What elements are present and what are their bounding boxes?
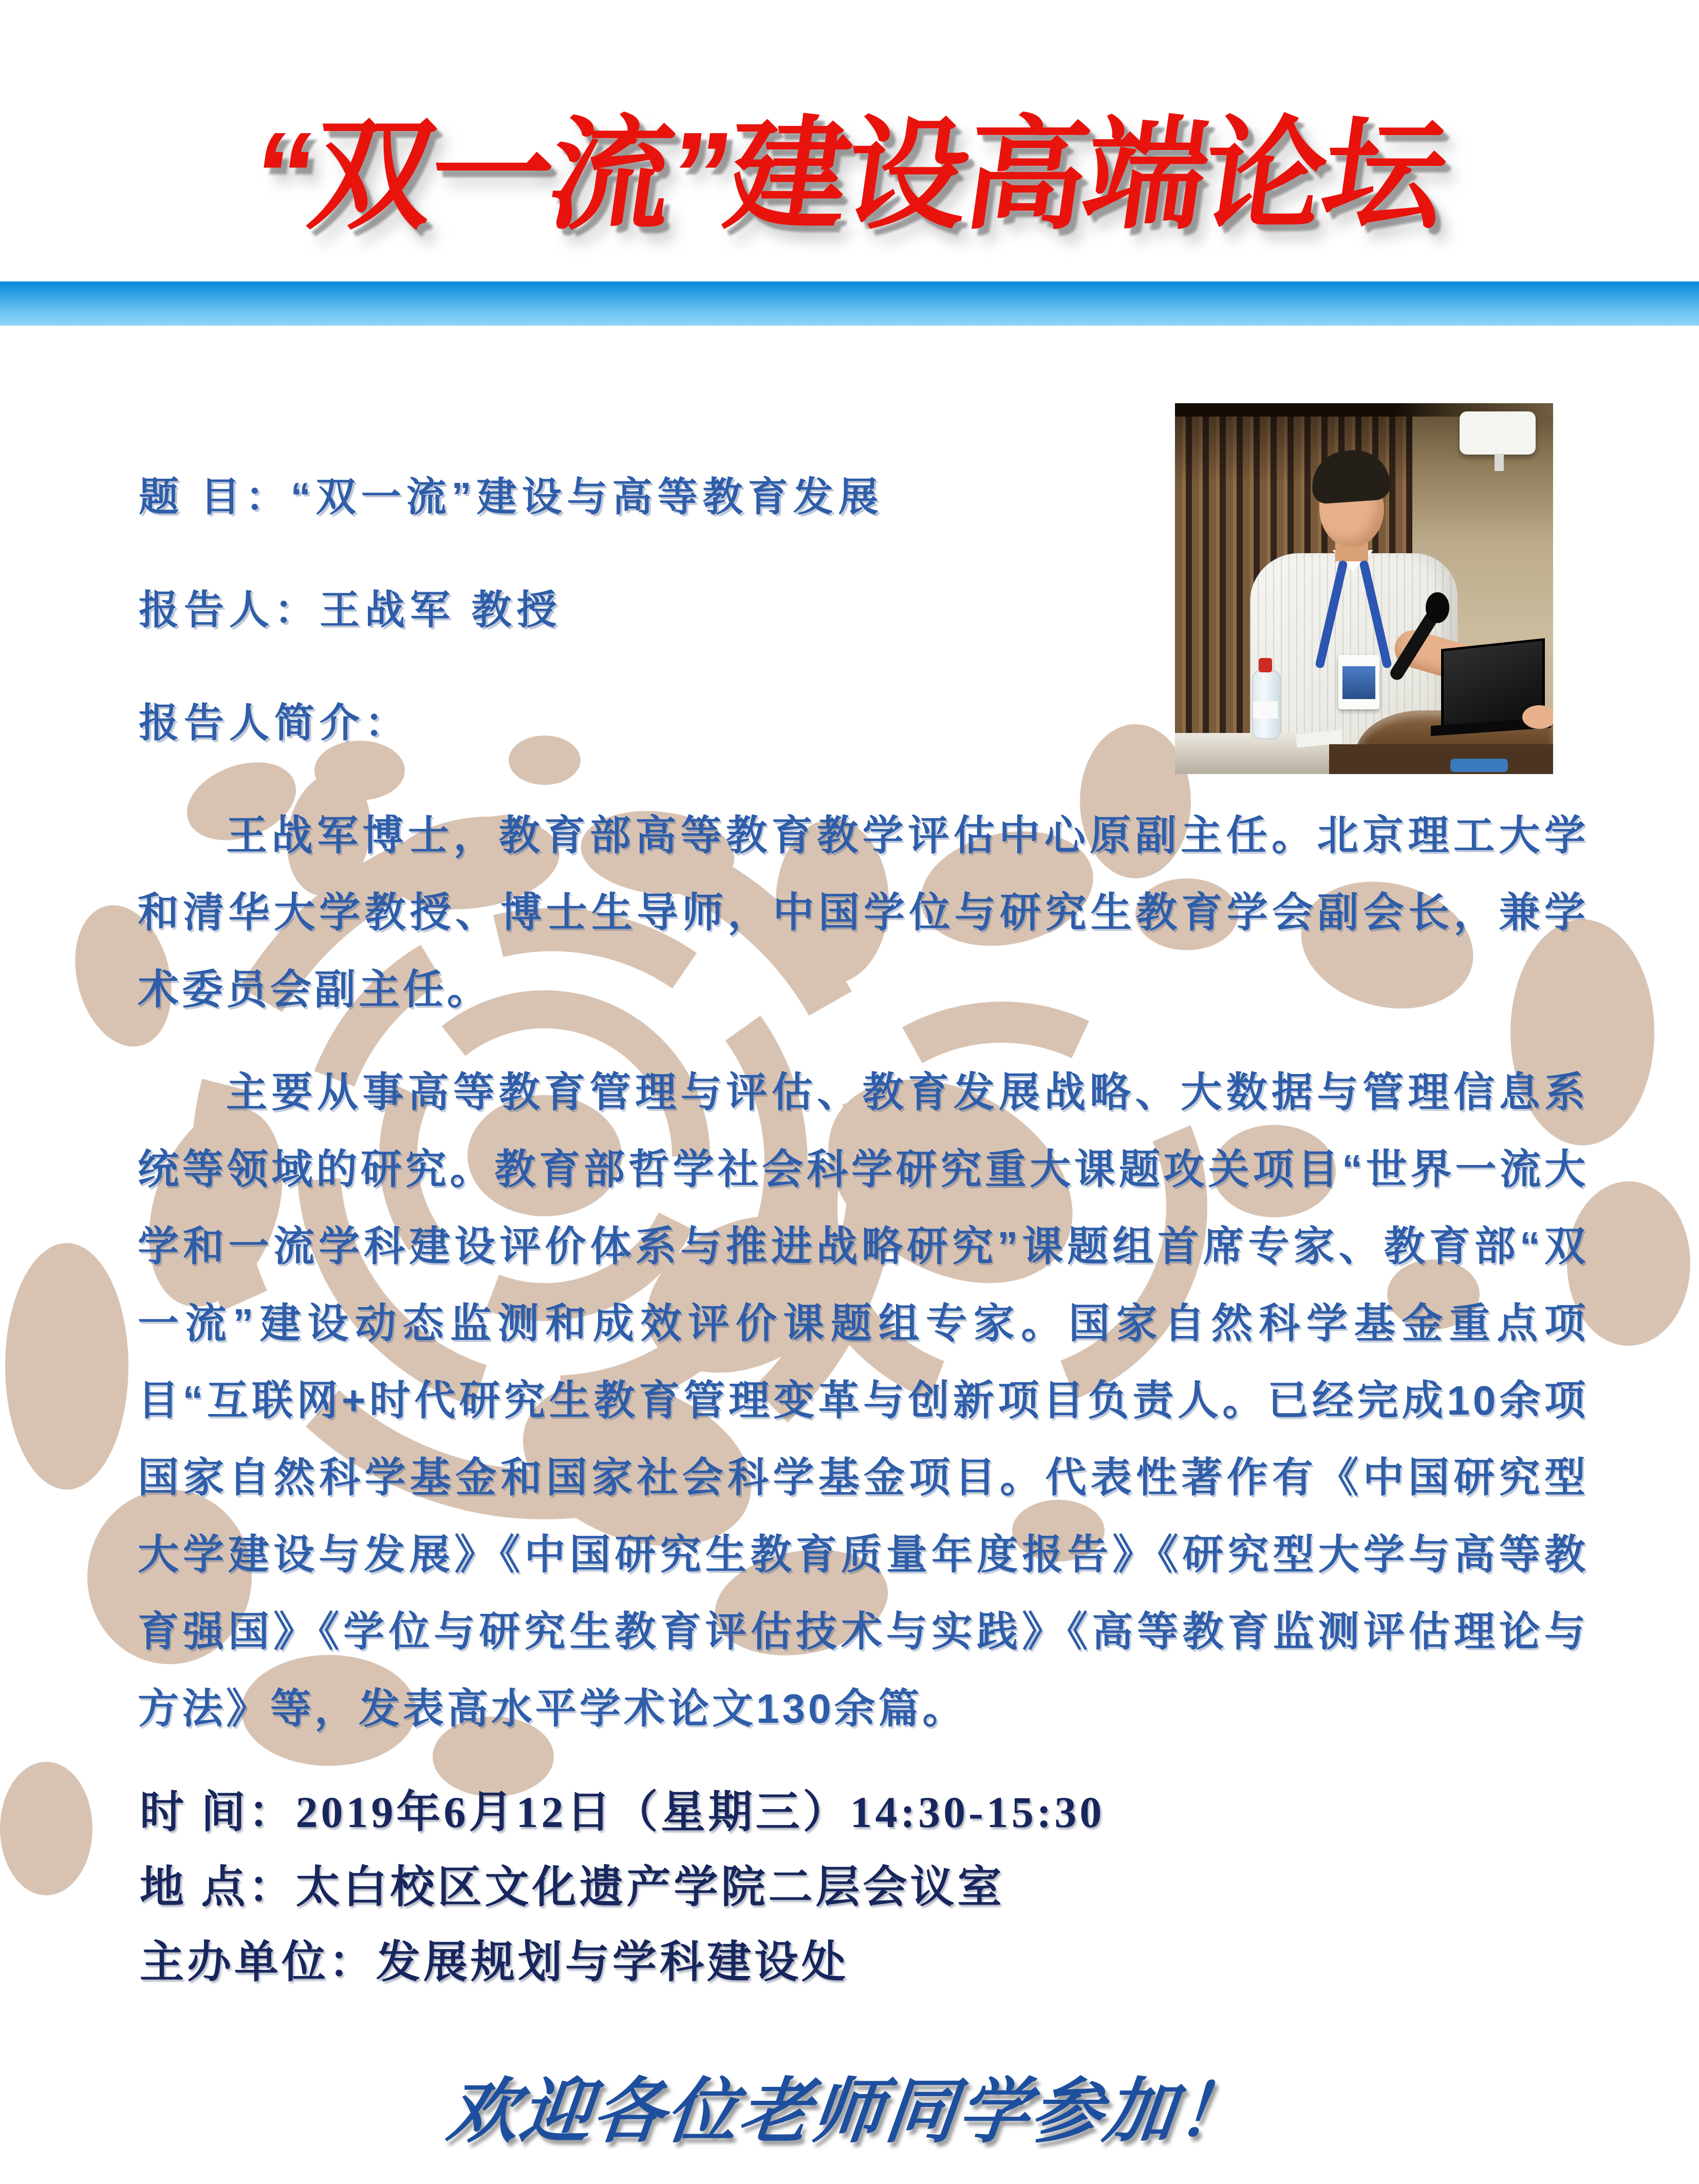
badge-photo — [1342, 666, 1375, 699]
organizer-line: 主办单位：发展规划与学科建设处 — [140, 1937, 849, 1987]
speaker-line: 报告人：王战军 教授 — [139, 587, 562, 632]
topic-line: 题 目：“双一流”建设与高等教育发展 — [139, 474, 884, 519]
poster-title: “双一流”建设高端论坛 — [244, 107, 1452, 243]
conference-badge — [1338, 655, 1379, 709]
bio-label: 报告人简介： — [139, 700, 410, 745]
blue-item-on-podium — [1450, 759, 1508, 772]
air-vent — [1460, 411, 1536, 455]
water-bottle-label — [1253, 701, 1278, 719]
podium-front — [1291, 744, 1553, 774]
location-line: 地 点：太白校区文化遗产学院二层会议室 — [140, 1862, 1005, 1912]
time-line: 时 间：2019年6月12日（星期三）14:30-15:30 — [140, 1787, 1105, 1837]
welcome-message: 欢迎各位老师同学参加！ — [443, 2073, 1255, 2151]
blue-divider-bar — [0, 281, 1699, 326]
speaker-photo — [1175, 403, 1553, 774]
water-bottle-cap — [1259, 658, 1272, 672]
bio-paragraph-1: 王战军博士，教育部高等教育教学评估中心原副主任。北京理工大学和清华大学教授、博士生导师，中国学位与研究生教育学会副会长，兼学术委员会副主任。 — [138, 813, 1589, 1012]
bio-paragraph-2: 主要从事高等教育管理与评估、教育发展战略、大数据与管理信息系统等领域的研究。教育部哲学社会科学研究重大课题攻关项目“世界一流大学和一流学科建设评价体系与推进战略研究”课题组首席专家、教育部“双一流”建设动态监测和成效评价课题组专家。国家自然科学基金重点项目“互联网+时代研究生教育管理变革与创新项目负责人。已经完成10余项国家自然科学基金和国家社会科学基金项目。代表性著作有《中国研究型大学建设与发展》《中国研究生教育质量年度报告》《研究型大学与高等教育强国》《学位与研究生教育评估技术与实践》《高等教育监测评估理论与方法》等，发表高水平学术论文130余篇。 — [138, 1069, 1589, 1731]
microphone-head — [1426, 592, 1449, 623]
speaker-hand — [1522, 705, 1553, 729]
air-vent-pipe — [1495, 454, 1504, 471]
